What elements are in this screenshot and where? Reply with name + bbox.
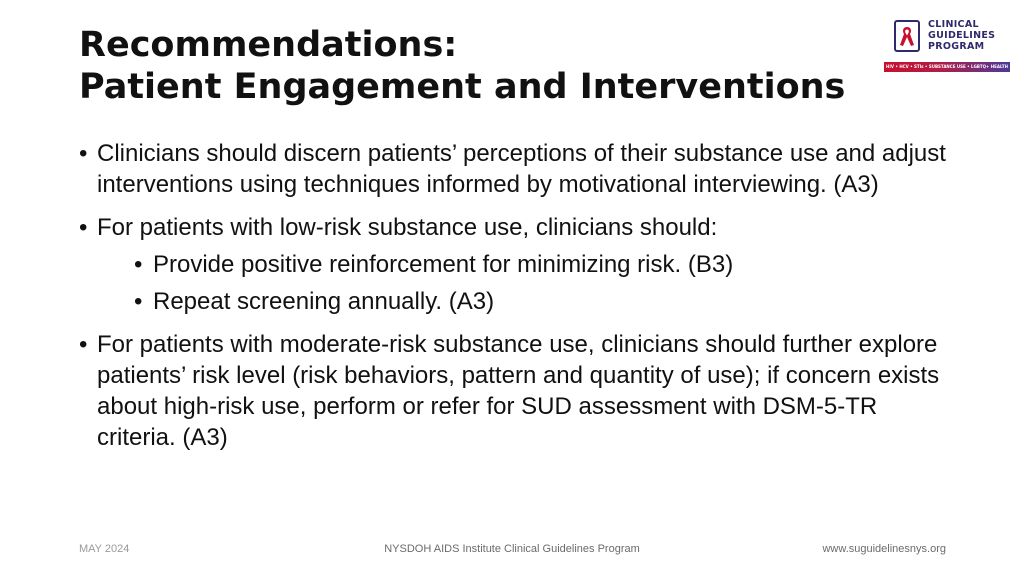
footer-program-name: NYSDOH AIDS Institute Clinical Guidelines Program (384, 543, 640, 555)
sub-bullet-item (97, 249, 959, 280)
footer-url: www.suguidelinesnys.org (822, 543, 946, 555)
red-ribbon-icon (899, 25, 915, 47)
sub-bullet-list (97, 249, 959, 317)
logo-text-line-3: PROGRAM (928, 41, 985, 52)
bullet-item (79, 329, 959, 453)
slide-title (79, 24, 845, 108)
sub-bullet-item (97, 286, 959, 317)
slide-content (79, 138, 959, 465)
bullet-item (79, 212, 959, 317)
slide-title-line-2: Patient Engagement and Interventions (79, 67, 846, 107)
footer-date: MAY 2024 (79, 543, 130, 555)
bullet-text: For patients with moderate-risk substance use, clinicians should further explore patients’ risk level (risk behaviors, pattern and quantity of use); if concern exists about high-risk use, perform or refer for SUD assessment with DSM-5-TR criteria. (A3) (97, 331, 940, 451)
logo-badge (894, 20, 920, 52)
bullet-text: For patients with low-risk substance use, clinicians should: (97, 214, 718, 241)
logo-text (928, 19, 1008, 52)
bullet-item (79, 138, 959, 200)
logo-tagline-bar: HIV • HCV • STIs • SUBSTANCE USE • LGBTQ+ HEALTH (884, 62, 1010, 72)
clinical-guidelines-logo (884, 18, 1010, 74)
logo-text-line-2: GUIDELINES (928, 30, 996, 41)
sub-bullet-text: Provide positive reinforcement for minimizing risk. (B3) (153, 251, 734, 278)
sub-bullet-text: Repeat screening annually. (A3) (153, 288, 495, 315)
logo-text-line-1: CLINICAL (928, 19, 979, 30)
slide-title-line-1: Recommendations: (79, 25, 458, 65)
bullet-text: Clinicians should discern patients’ perceptions of their substance use and adjust interventions using techniques informed by motivational interviewing. (A3) (97, 140, 946, 198)
